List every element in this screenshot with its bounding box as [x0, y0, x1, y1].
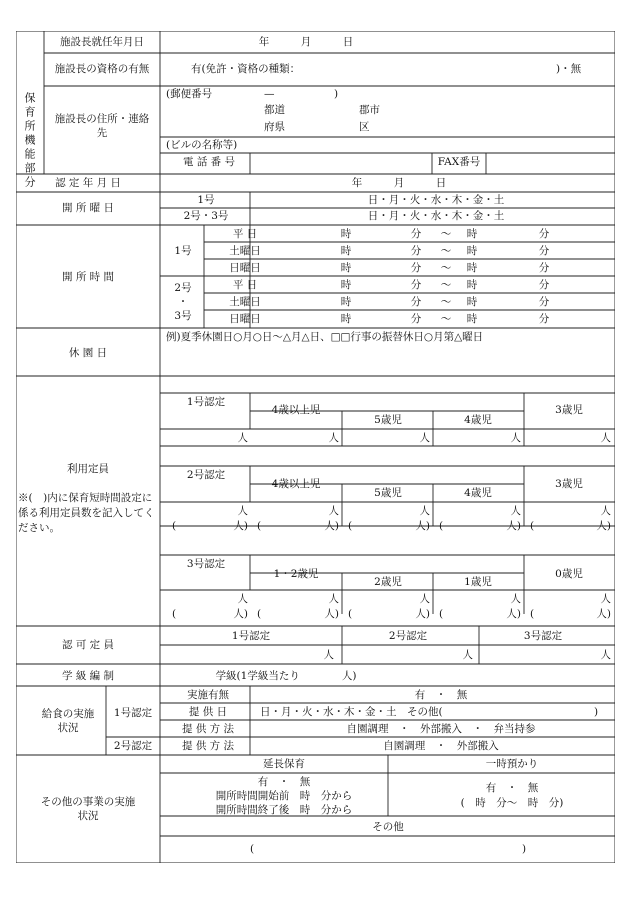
- capacity-cell-unit[interactable]: 人: [419, 505, 430, 517]
- hours-start-hour: 時: [340, 262, 352, 274]
- capacity-cell-paren: (: [172, 520, 177, 532]
- classes-value[interactable]: 学級(1学級当たり 人): [215, 670, 357, 682]
- meals-method-2[interactable]: 自園調理 ・ 外部搬入: [383, 740, 499, 752]
- capacity-cell-unit[interactable]: 人: [600, 505, 611, 517]
- other-label: その他の事業の実施状況: [40, 796, 136, 822]
- capacity-g3-age12: 1・2歳児: [273, 568, 319, 580]
- classes-label: 学 級 編 制: [61, 670, 115, 682]
- capacity-g1-age3: 3歳児: [555, 404, 583, 416]
- meals-impl-label: 実施有無: [187, 689, 229, 701]
- hours-day-label: 日曜日: [229, 313, 261, 325]
- hours-end-hour: 時: [466, 279, 478, 291]
- meals-days-label: 提 供 日: [188, 706, 228, 718]
- hours-start-hour: 時: [340, 296, 352, 308]
- hours-start-hour: 時: [340, 245, 352, 257]
- capacity-cell-paren: (: [439, 608, 444, 620]
- meals-label: 給食の実施状況: [41, 708, 95, 734]
- capacity-cell-short-unit[interactable]: 人): [324, 608, 339, 620]
- approved-unit-3[interactable]: 人: [600, 649, 611, 661]
- building-name-label: (ビルの名称等): [166, 139, 238, 151]
- other-extended-after[interactable]: 開所時間終了後 時 分から: [215, 804, 353, 816]
- meals-method-label-1: 提 供 方 法: [181, 723, 235, 735]
- other-extended-label: 延長保育: [263, 758, 305, 770]
- form-grid-lines: [16, 31, 615, 863]
- capacity-g3-age2: 2歳児: [374, 576, 402, 588]
- capacity-g1-cell[interactable]: 人: [237, 432, 248, 444]
- capacity-cell-short-unit[interactable]: 人): [324, 520, 339, 532]
- meals-days-value[interactable]: 日・月・火・水・木・金・土 その他(: [260, 706, 443, 718]
- capacity-cell-unit[interactable]: 人: [510, 505, 521, 517]
- capacity-cell-paren: (: [172, 608, 177, 620]
- other-temporary-time[interactable]: ( 時 分〜 時 分): [460, 797, 564, 809]
- hours-tilde: 〜: [440, 228, 452, 240]
- other-misc-label: その他: [372, 821, 404, 833]
- meals-impl-value[interactable]: 有 ・ 無: [414, 689, 468, 701]
- hours-end-min: 分: [538, 313, 550, 325]
- fuken-label: 府県: [264, 121, 285, 133]
- capacity-g3-age0: 0歳児: [555, 568, 583, 580]
- capacity-cell-short-unit[interactable]: 人): [415, 520, 430, 532]
- opening-hours-label: 開 所 時 間: [61, 271, 115, 283]
- form-page: [16, 31, 615, 863]
- capacity-cell-unit[interactable]: 人: [419, 593, 430, 605]
- capacity-cell-short-unit[interactable]: 人): [233, 520, 248, 532]
- capacity-g2-age3: 3歳児: [555, 478, 583, 490]
- hours-day-label: 平 日: [232, 279, 258, 291]
- hours-end-min: 分: [538, 296, 550, 308]
- approved-label: 認 可 定 員: [61, 639, 115, 651]
- hours-day-label: 土曜日: [229, 245, 261, 257]
- capacity-cell-paren: (: [530, 520, 535, 532]
- other-extended-yesno[interactable]: 有 ・ 無: [257, 776, 311, 788]
- capacity-cell-short-unit[interactable]: 人): [233, 608, 248, 620]
- capacity-g1-title: 1号認定: [186, 396, 226, 408]
- certification-date-label: 認 定 年 月 日: [55, 177, 121, 189]
- capacity-note: ※( )内に保育短時間設定に係る利用定員数を記入してください。: [18, 492, 155, 534]
- other-misc-close: ): [522, 843, 527, 855]
- hours-start-min: 分: [410, 245, 422, 257]
- director-start-label: 施設長就任年月日: [60, 36, 144, 48]
- ku-label: 区: [359, 121, 370, 133]
- other-extended-before[interactable]: 開所時間開始前 時 分から: [215, 790, 353, 802]
- capacity-cell-unit[interactable]: 人: [600, 593, 611, 605]
- approved-col-3: 3号認定: [523, 630, 563, 642]
- postal-dash: —: [264, 88, 275, 100]
- other-misc-open: (: [250, 843, 255, 855]
- capacity-cell-paren: (: [439, 520, 444, 532]
- hours-day-label: 日曜日: [229, 262, 261, 274]
- opening-days-type-1: 1号: [197, 194, 215, 206]
- meals-g1: 1号認定: [113, 707, 153, 719]
- capacity-g1-cell[interactable]: 人: [328, 432, 339, 444]
- meals-method-1[interactable]: 自園調理 ・ 外部搬入 ・ 弁当持参: [346, 723, 536, 735]
- hours-day-label: 平 日: [232, 228, 258, 240]
- capacity-cell-short-unit[interactable]: 人): [506, 520, 521, 532]
- capacity-cell-paren: (: [530, 608, 535, 620]
- facility-side-label: 保育所機能部分: [23, 92, 36, 190]
- capacity-g2-age5: 5歳児: [374, 487, 402, 499]
- hours-start-min: 分: [410, 279, 422, 291]
- hours-end-hour: 時: [466, 262, 478, 274]
- closed-days-label: 休 園 日: [68, 347, 108, 359]
- approved-col-1: 1号認定: [231, 630, 271, 642]
- hours-start-hour: 時: [340, 228, 352, 240]
- phone-label: 電 話 番 号: [182, 156, 236, 168]
- capacity-label: 利用定員: [67, 463, 109, 475]
- hours-start-min: 分: [410, 296, 422, 308]
- capacity-g1-age4: 4歳児: [464, 414, 492, 426]
- capacity-cell-unit[interactable]: 人: [237, 593, 248, 605]
- hours-end-min: 分: [538, 228, 550, 240]
- hours-start-min: 分: [410, 262, 422, 274]
- hours-day-label: 土曜日: [229, 296, 261, 308]
- hours-start-min: 分: [410, 313, 422, 325]
- opening-days-value-2[interactable]: 日・月・火・水・木・金・土: [367, 210, 505, 222]
- hours-tilde: 〜: [440, 313, 452, 325]
- hours-tilde: 〜: [440, 296, 452, 308]
- approved-unit-2[interactable]: 人: [462, 649, 473, 661]
- capacity-g2-over4: 4歳以上児: [271, 478, 321, 490]
- capacity-cell-paren: (: [348, 608, 353, 620]
- capacity-cell-short-unit[interactable]: 人): [506, 608, 521, 620]
- capacity-g2-age4: 4歳児: [464, 487, 492, 499]
- capacity-cell-unit[interactable]: 人: [510, 593, 521, 605]
- approved-col-2: 2号認定: [388, 630, 428, 642]
- capacity-g1-age5: 5歳児: [374, 414, 402, 426]
- capacity-cell-paren: (: [257, 520, 262, 532]
- capacity-cell-short-unit[interactable]: 人): [596, 608, 611, 620]
- hours-start-min: 分: [410, 228, 422, 240]
- todo-label: 都道: [264, 104, 285, 116]
- opening-days-value-1[interactable]: 日・月・火・水・木・金・土: [367, 194, 505, 206]
- postal-close: ): [334, 88, 339, 100]
- hours-end-hour: 時: [466, 296, 478, 308]
- hours-start-hour: 時: [340, 279, 352, 291]
- capacity-g1-cell[interactable]: 人: [419, 432, 430, 444]
- fax-label: FAX番号: [437, 156, 481, 168]
- other-temporary-yesno[interactable]: 有 ・ 無: [485, 782, 539, 794]
- hours-tilde: 〜: [440, 245, 452, 257]
- hours-end-min: 分: [538, 279, 550, 291]
- hours-group-2: 2号 ・ 3号: [174, 282, 192, 322]
- opening-days-label: 開 所 曜 日: [61, 202, 115, 214]
- hours-end-hour: 時: [466, 313, 478, 325]
- certification-date-value[interactable]: 年 月 日: [351, 177, 447, 189]
- meals-method-label-2: 提 供 方 法: [181, 740, 235, 752]
- capacity-g1-over4: 4歳以上児: [271, 404, 321, 416]
- capacity-g3-title: 3号認定: [186, 558, 226, 570]
- hours-end-hour: 時: [466, 245, 478, 257]
- hours-group-1: 1号: [174, 245, 192, 257]
- capacity-cell-short-unit[interactable]: 人): [596, 520, 611, 532]
- hours-tilde: 〜: [440, 279, 452, 291]
- opening-days-type-2: 2号・3号: [183, 210, 229, 222]
- capacity-cell-unit[interactable]: 人: [237, 505, 248, 517]
- director-qualification-value[interactable]: 有(免許・資格の種類：: [191, 63, 301, 75]
- capacity-cell-short-unit[interactable]: 人): [415, 608, 430, 620]
- capacity-g1-cell[interactable]: 人: [600, 432, 611, 444]
- meals-g2: 2号認定: [113, 740, 153, 752]
- director-address-label: 施設長の住所・連絡先: [54, 113, 150, 139]
- meals-days-close: ): [594, 706, 599, 718]
- hours-end-min: 分: [538, 245, 550, 257]
- capacity-cell-unit[interactable]: 人: [328, 505, 339, 517]
- postal-code-label: (郵便番号: [166, 88, 213, 100]
- gunshi-label: 郡市: [359, 104, 380, 116]
- capacity-cell-paren: (: [257, 608, 262, 620]
- capacity-g1-cell[interactable]: 人: [510, 432, 521, 444]
- director-qualification-none[interactable]: )・無: [556, 63, 582, 75]
- capacity-cell-unit[interactable]: 人: [328, 593, 339, 605]
- approved-unit-1[interactable]: 人: [323, 649, 334, 661]
- hours-end-min: 分: [538, 262, 550, 274]
- closed-days-example[interactable]: 例)夏季休園日○月○日〜△月△日、□□行事の振替休日○月第△曜日: [166, 331, 484, 343]
- capacity-g2-title: 2号認定: [186, 469, 226, 481]
- capacity-g3-age1: 1歳児: [464, 576, 492, 588]
- hours-start-hour: 時: [340, 313, 352, 325]
- director-qualification-label: 施設長の資格の有無: [54, 63, 150, 75]
- capacity-cell-paren: (: [348, 520, 353, 532]
- director-start-value[interactable]: 年 月 日: [258, 36, 354, 48]
- hours-end-hour: 時: [466, 228, 478, 240]
- other-temporary-label: 一時預かり: [485, 758, 539, 770]
- hours-tilde: 〜: [440, 262, 452, 274]
